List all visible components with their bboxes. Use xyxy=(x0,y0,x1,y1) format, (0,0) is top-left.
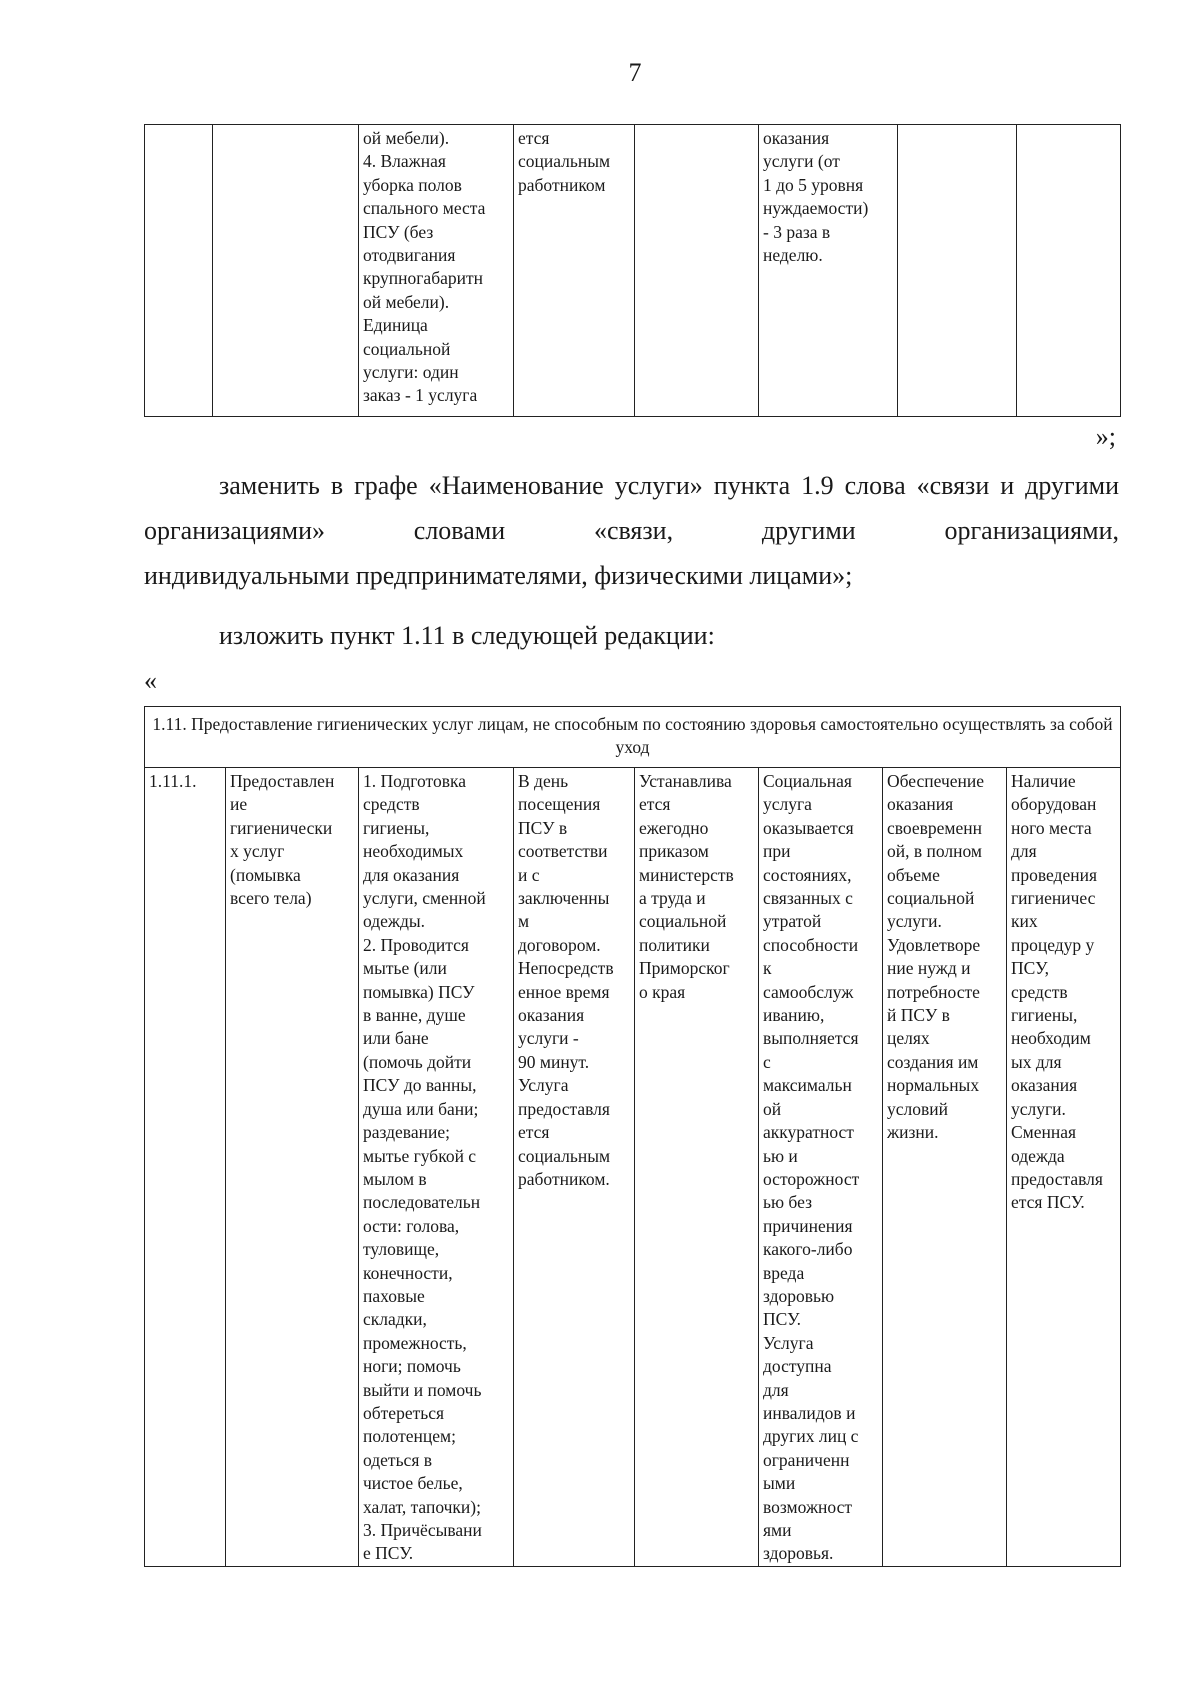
continued-services-table xyxy=(144,124,1121,417)
closing-quote: »; xyxy=(1095,422,1116,451)
table-cell-timing: ется социальным работником xyxy=(514,125,635,417)
service-quality: Обеспечение оказания своевременн ой, в полном объеме социальной услуги. Удовлетворе ние нужд и потребносте й ПСУ в целях создания им нормальных условий жизни. xyxy=(883,768,1007,1567)
table-cell xyxy=(635,125,759,417)
hygiene-services-table xyxy=(144,706,1121,1567)
section-header: 1.11. Предоставление гигиенических услуг лицам, не способным по состоянию здоровья самостоятельно осуществлять за собой уход xyxy=(145,707,1121,768)
table-row xyxy=(145,768,1121,1567)
opening-quote: « xyxy=(144,666,157,695)
service-name: Предоставлен ие гигиенически х услуг (помывка всего тела) xyxy=(226,768,359,1567)
table-row xyxy=(145,125,1121,417)
service-content: 1. Подготовка средств гигиены, необходимых для оказания услуги, сменной одежды. 2. Проводится мытье (или помывка) ПСУ в ванне, душе или бане (помочь дойти ПСУ до ванны, душа или бани; раздевание; мытье губкой с мылом в последовательн ости: голова, туловище, конечности, паховые складки, промежность, ноги; помочь выйти и помочь обтереться полотенцем; одеться в чистое белье, халат, тапочки); 3. Причёсывани е ПСУ. xyxy=(359,768,514,1567)
table-cell xyxy=(1017,125,1121,417)
amendment-paragraph-line-2: индивидуальными предпринимателями, физическими лицами»; xyxy=(144,561,853,590)
service-tariff: Устанавлива ется ежегодно приказом министерств а труда и социальной политики Приморског о края xyxy=(635,768,759,1567)
table-cell xyxy=(145,125,213,417)
amendment-paragraph-line-1: заменить в графе «Наименование услуги» пункта 1.9 слова «связи и другими организациями» словами «связи, другими организациями, xyxy=(144,471,1119,545)
service-evaluation: Наличие оборудован ного места для проведения гигиеничес ких процедур у ПСУ, средств гигиены, необходим ых для оказания услуги. Сменная одежда предоставля ется ПСУ. xyxy=(1007,768,1121,1567)
table-header-row xyxy=(145,707,1121,768)
amendment-paragraph-2: изложить пункт 1.11 в следующей редакции: xyxy=(219,621,715,650)
table-cell-content: ой мебели). 4. Влажная уборка полов спального места ПСУ (без отодвигания крупногабаритн ой мебели). Единица социальной услуги: один заказ - 1 услуга xyxy=(359,125,514,417)
service-timing: В день посещения ПСУ в соответстви и с заключенны м договором. Непосредств енное время оказания услуги - 90 минут. Услуга предоставля ется социальным работником. xyxy=(514,768,635,1567)
table-cell-conditions: оказания услуги (от 1 до 5 уровня нуждаемости) - 3 раза в неделю. xyxy=(759,125,898,417)
table-cell xyxy=(213,125,359,417)
item-number: 1.11.1. xyxy=(145,768,226,1567)
service-conditions: Социальная услуга оказывается при состояниях, связанных с утратой способности к самообслуж иванию, выполняется с максимальн ой аккуратност ью и осторожност ью без причинения какого-либо вреда здоровью ПСУ. Услуга доступна для инвалидов и других лиц с ограниченн ыми возможност ями здоровья. xyxy=(759,768,883,1567)
page-number: 7 xyxy=(628,58,642,87)
table-cell xyxy=(898,125,1017,417)
